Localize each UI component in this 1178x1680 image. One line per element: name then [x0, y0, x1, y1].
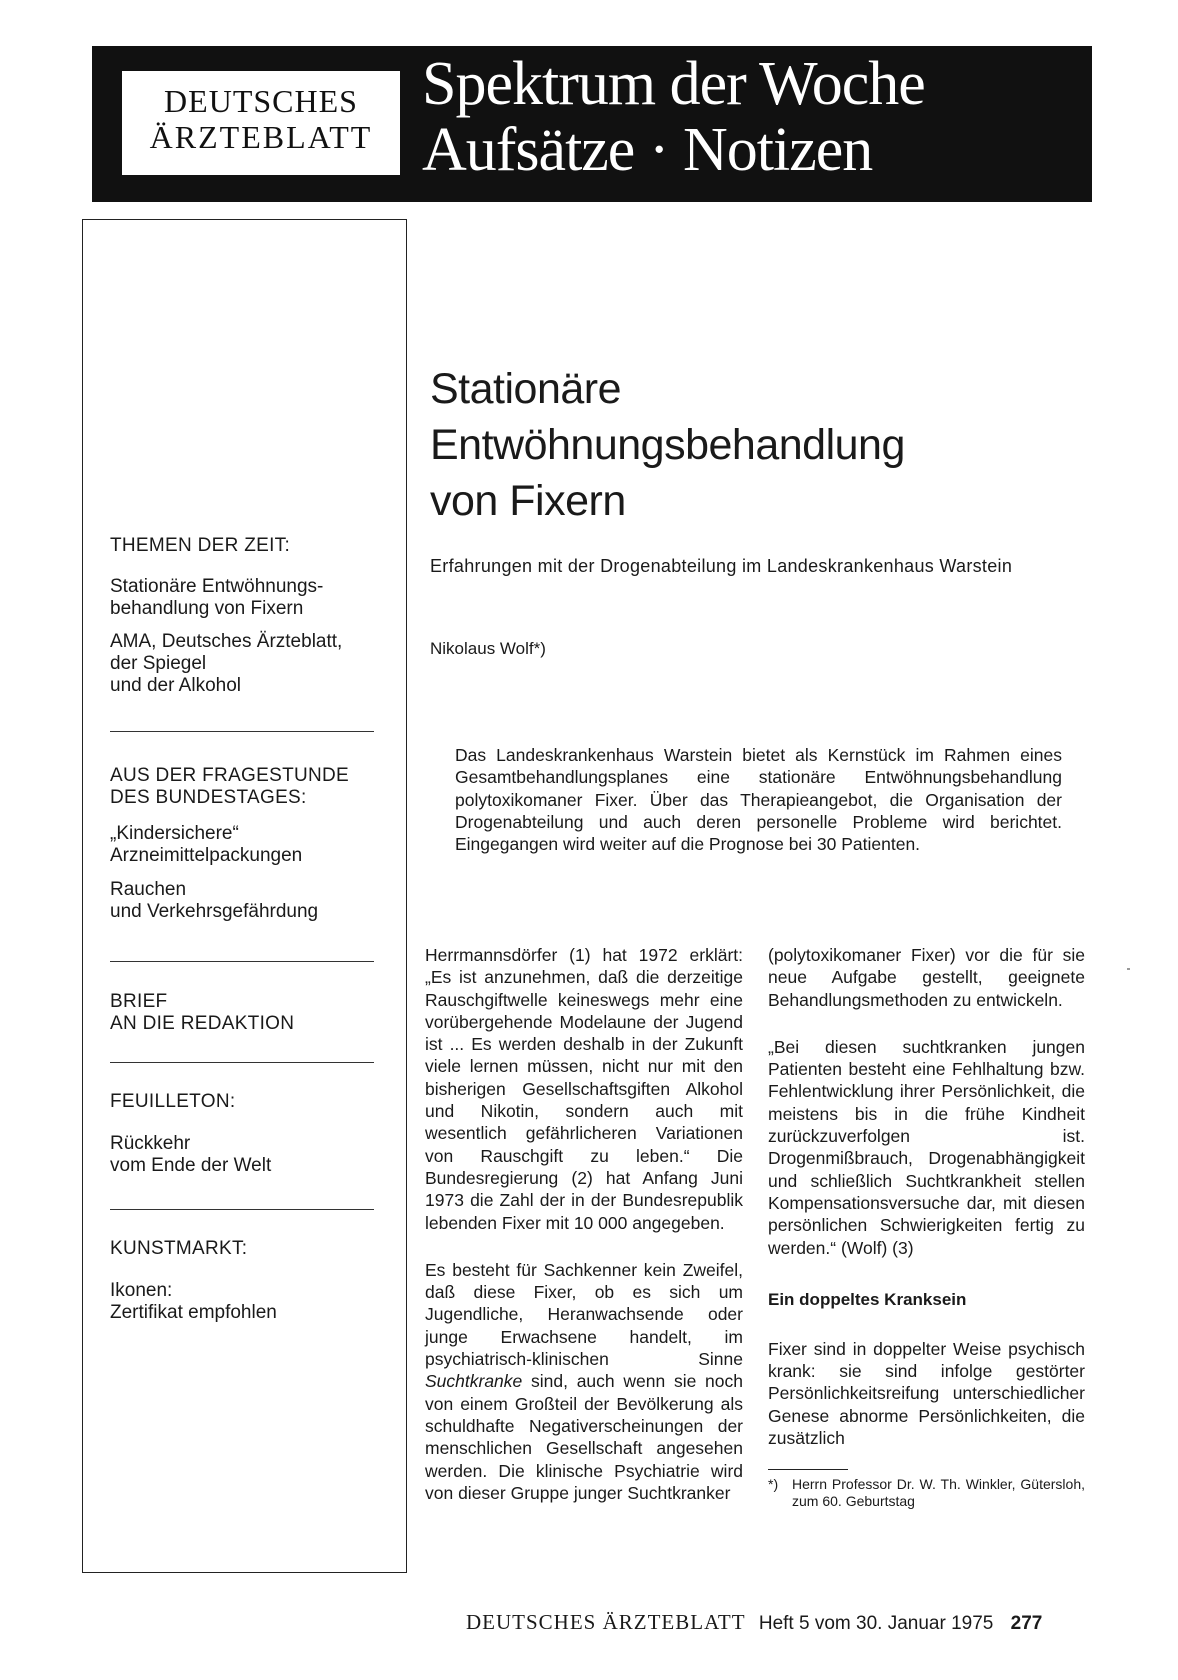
article-subtitle: Erfahrungen mit der Drogenabteilung im Landeskrankenhaus Warstein	[430, 556, 1013, 576]
footnote-divider	[768, 1469, 848, 1470]
section-heading: Ein doppeltes Kranksein	[768, 1289, 967, 1309]
body-column-left	[425, 944, 743, 1529]
article-abstract: Das Landeskrankenhaus Warstein bietet als Kernstück im Rahmen eines Gesamtbehandlungsplanes eine stationäre Entwöhnungsbehandlung polytoxikomaner Fixer. Über das Therapieangebot, die Organisation der Drogenabteilung und auch deren personelle Probleme wird berichtet. Eingegangen wird weiter auf die Prognose bei 30 Patienten.	[455, 745, 1062, 855]
sidebar-divider	[110, 961, 374, 962]
sidebar-heading: THEMEN DER ZEIT:	[110, 535, 291, 556]
sidebar-divider	[110, 1209, 374, 1210]
sidebar-heading: AUS DER FRAGESTUNDE DES BUNDESTAGES:	[110, 765, 350, 808]
logo-line-1: DEUTSCHES	[164, 83, 358, 119]
scan-speck	[1127, 968, 1130, 970]
emphasis-text: Suchtkranke	[425, 1371, 523, 1392]
sidebar-section-themen	[110, 535, 380, 697]
sidebar-item: Stationäre Entwöhnungs- behandlung von Fixern	[110, 576, 324, 619]
sidebar-item: Rückkehr vom Ende der Welt	[110, 1133, 272, 1176]
footnote-text: Herrn Professor Dr. W. Th. Winkler, Gütersloh, zum 60. Geburtstag	[792, 1476, 1085, 1510]
sidebar-section-kunstmarkt	[110, 1238, 380, 1324]
sidebar-heading: FEUILLETON:	[110, 1091, 236, 1112]
body-column-right	[768, 944, 1085, 1510]
article-title: Stationäre Entwöhnungsbehandlung von Fixern	[430, 365, 905, 525]
logo-line-2: ÄRZTEBLATT	[149, 119, 373, 155]
page-footer	[466, 1610, 1042, 1636]
footer-brand: DEUTSCHES ÄRZTEBLATT	[466, 1610, 746, 1634]
sidebar-divider	[110, 1062, 374, 1063]
footnote	[768, 1476, 1085, 1510]
body-paragraph: Herrmannsdörfer (1) hat 1972 erklärt: „Es ist anzunehmen, daß die derzeitige Rauschgiftwelle keineswegs mehr eine vorübergehende Modelaune der Jugend ist ... Es werden deshalb in der Zukunft viele lernen müssen, nicht nur mit den bisherigen Gesellschaftsgiften Alkohol und Nikotin, sondern auch mit wesentlich gefährlicheren Variationen von Rauschgift zu leben.“ Die Bundesregierung (2) hat Anfang Juni 1973 die Zahl der in der Bundesrepublik lebenden Fixer mit 10 000 angegeben.	[425, 945, 743, 1233]
section-subtitle: Aufsätze · Notizen	[422, 116, 873, 184]
sidebar-item: Rauchen und Verkehrsgefährdung	[110, 879, 319, 922]
sidebar-item: Ikonen: Zertifikat empfohlen	[110, 1280, 277, 1323]
body-paragraph	[425, 1259, 743, 1504]
contents-sidebar	[82, 219, 407, 1573]
body-paragraph: Fixer sind in doppelter Weise psychisch krank: sie sind infolge gestörter Persönlichkeitsreifung unterschiedlicher Genese abnorme Persönlichkeiten, die zusätzlich	[768, 1338, 1085, 1449]
sidebar-section-feuilleton	[110, 1091, 380, 1177]
sidebar-section-fragestunde	[110, 765, 380, 923]
journal-logo	[122, 71, 400, 175]
text-run: Es besteht für Sachkenner kein Zweifel, daß diese Fixer, ob es sich um Jugendliche, Heranwachsende oder junge Erwachsene handelt, im psychiatrisch-klinischen Sinne	[425, 1259, 743, 1370]
section-title: Spektrum der Woche	[422, 50, 925, 118]
sidebar-item: AMA, Deutsches Ärzteblatt, der Spiegel und der Alkohol	[110, 631, 343, 696]
sidebar-heading: BRIEF AN DIE REDAKTION	[110, 991, 295, 1034]
footer-issue: Heft 5 vom 30. Januar 1975	[758, 1613, 994, 1634]
body-paragraph: „Bei diesen suchtkranken jungen Patienten besteht eine Fehlhaltung bzw. Fehlentwicklung ihrer Persönlichkeit, die meistens bis in die frühe Kindheit zurückzuverfolgen ist. Drogenmißbrauch, Drogenabhängigkeit und schließlich Suchtkrankheit stellen Kompensationsversuche dar, mit diesen persönlichen Schwierigkeiten fertig zu werden.“ (Wolf) (3)	[768, 1036, 1085, 1258]
sidebar-heading: KUNSTMARKT:	[110, 1238, 248, 1259]
page-number: 277	[1010, 1613, 1043, 1634]
header-banner	[92, 46, 1092, 202]
article-author: Nikolaus Wolf*)	[430, 639, 546, 658]
sidebar-item: „Kindersichere“ Arzneimittelpackungen	[110, 823, 303, 866]
sidebar-divider	[110, 731, 374, 732]
footnote-marker: *)	[768, 1476, 779, 1493]
text-run: sind, auch wenn sie noch von einem Großteil der Bevölkerung als schuldhafte Negativerscheinungen der menschlichen Gesellschaft angesehen werden. Die klinische Psychiatrie wird von dieser Gruppe junger Suchtkranker	[425, 1371, 743, 1503]
body-paragraph: (polytoxikomaner Fixer) vor die für sie neue Aufgabe gestellt, geeignete Behandlungsmethoden zu entwickeln.	[768, 945, 1085, 1010]
sidebar-section-brief	[110, 991, 380, 1035]
